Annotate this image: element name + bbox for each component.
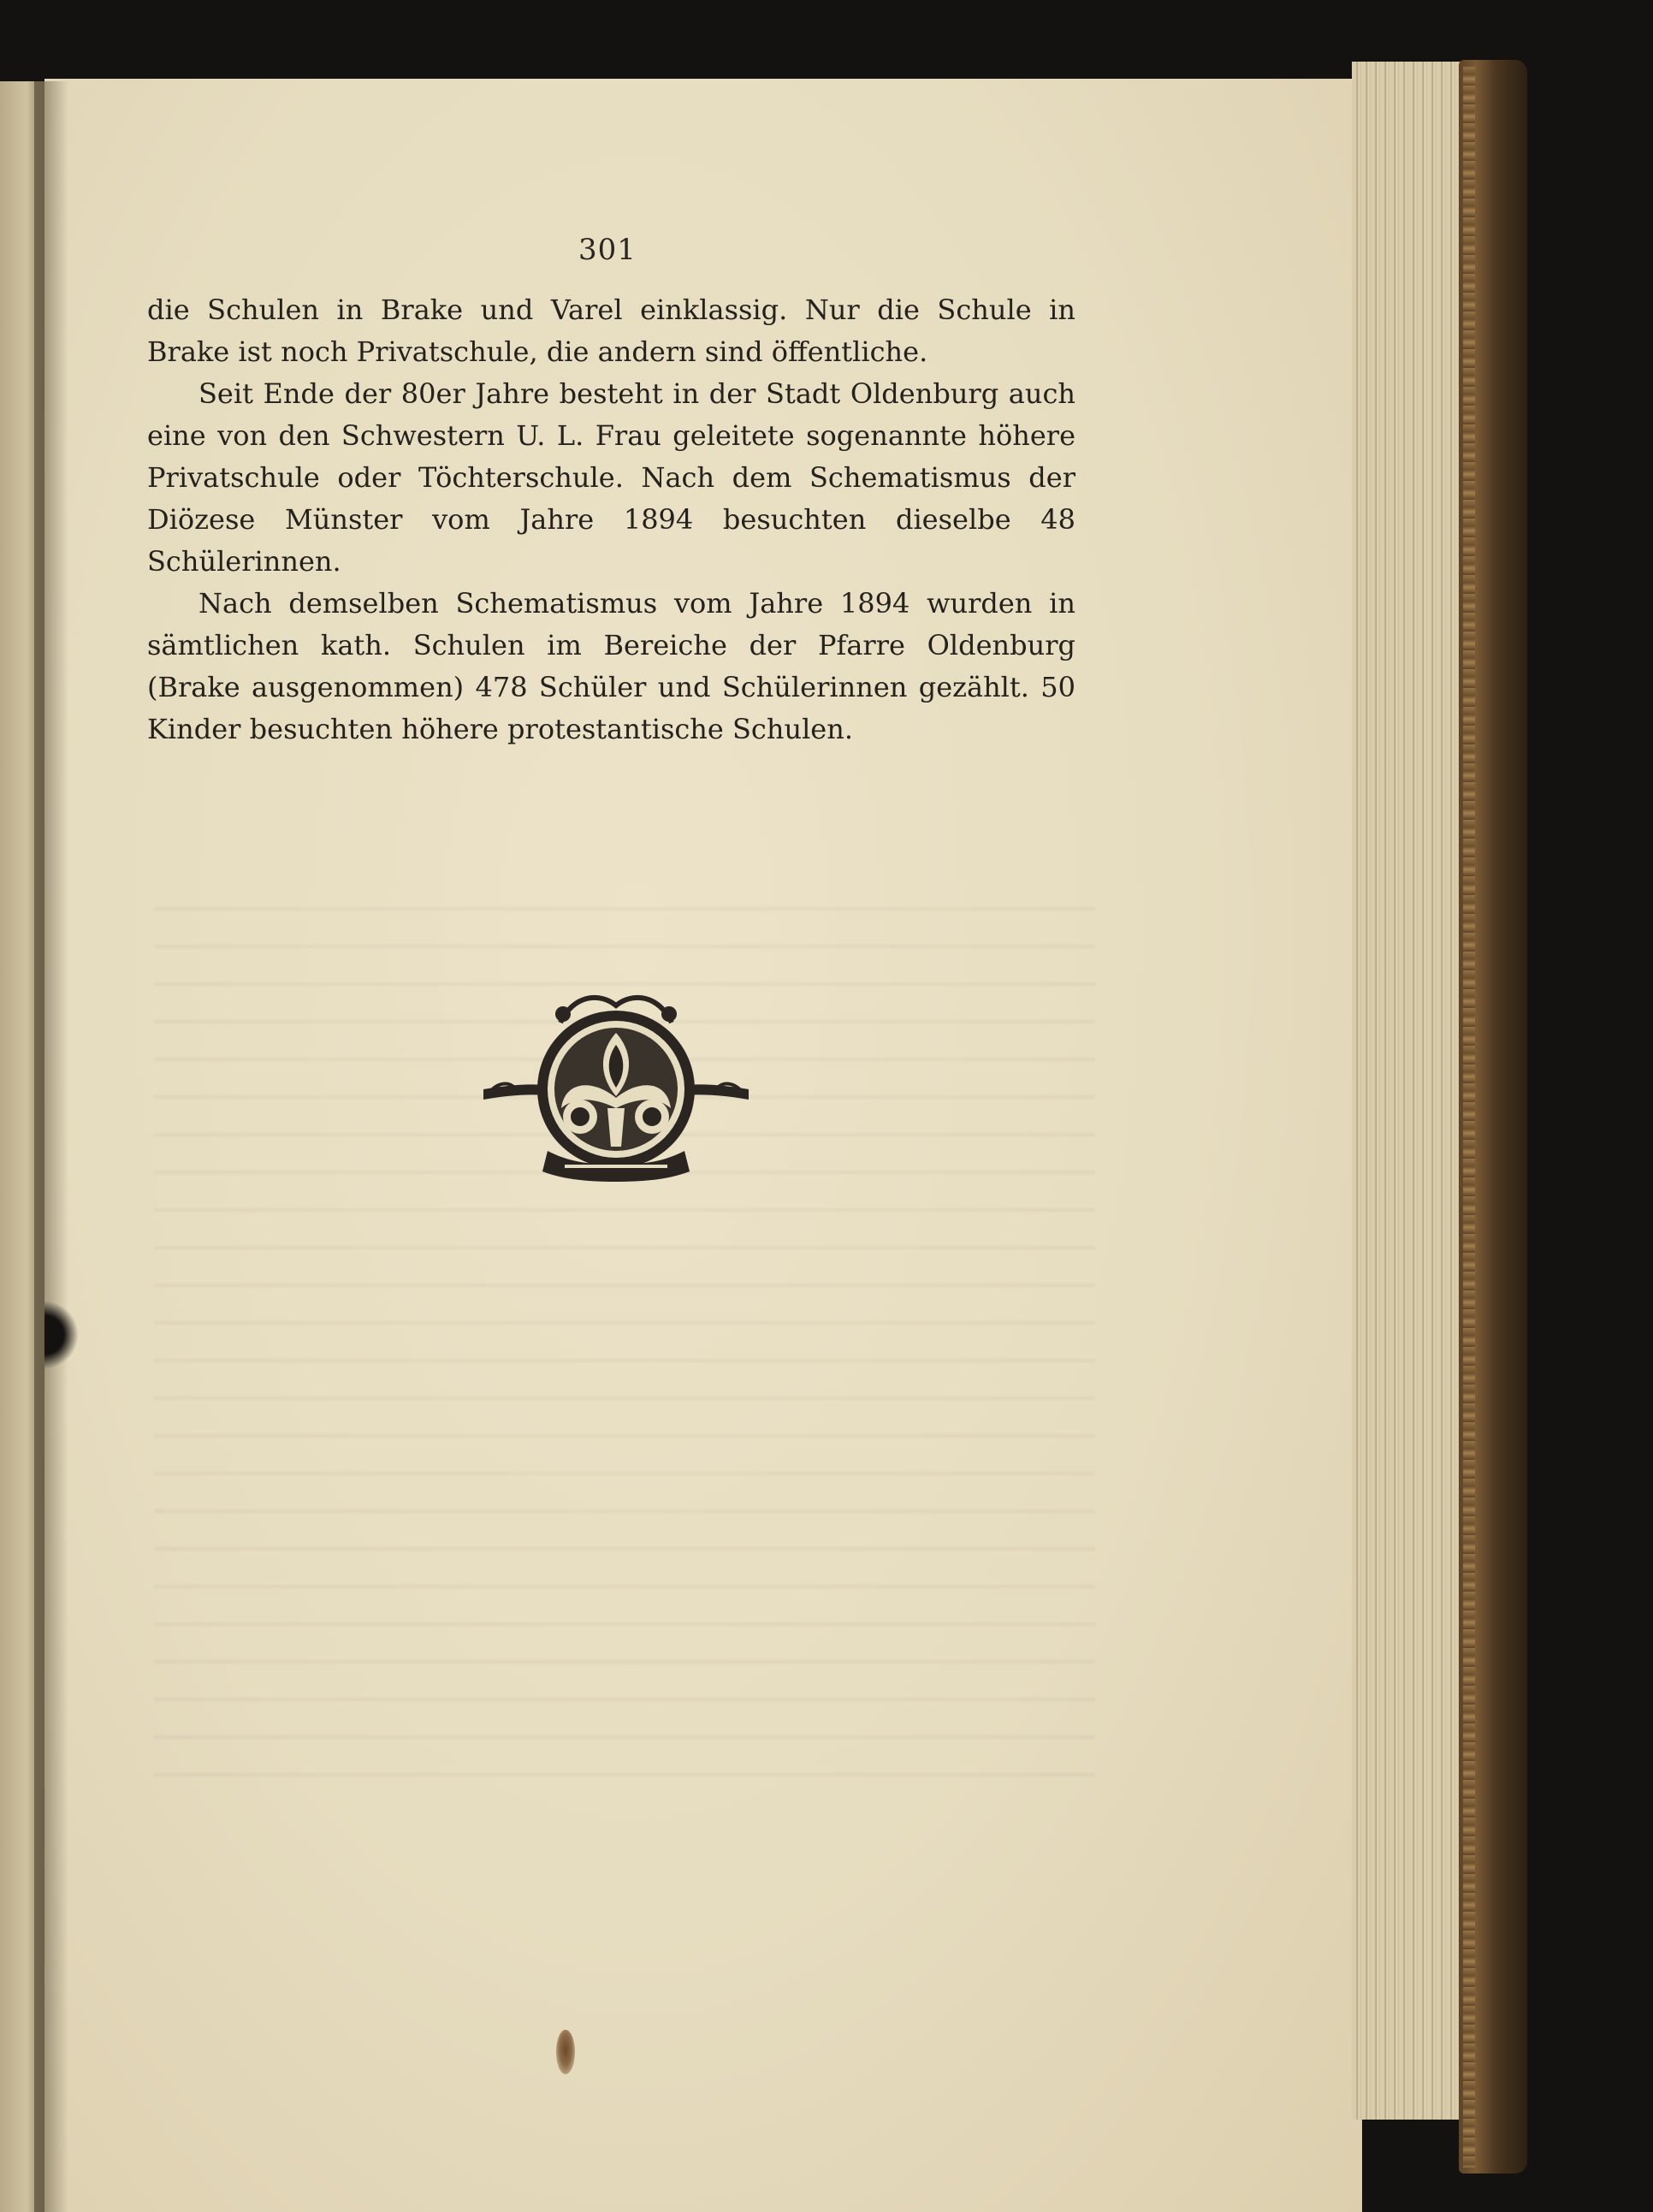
page-tear <box>44 1301 79 1369</box>
paragraph-girls-school: Seit Ende der 80er Jahre besteht in der Stadt Oldenburg auch eine von den Schwestern U. L. Frau geleitete sogenannte höhere Privatschule oder Töchterschule. Nach dem Schematismus der Diözese Münster vom Jahre 1894 besuchten dieselbe 48 Schülerinnen. <box>147 377 1075 578</box>
page-number: 301 <box>578 233 637 267</box>
page-block-edges <box>1352 62 1472 2120</box>
ink-stain <box>556 2030 575 2074</box>
body-text <box>147 289 1075 750</box>
gutter-shadow <box>34 81 68 2212</box>
cover-worn-edge <box>1463 67 1475 2168</box>
paragraph-continuation: die Schulen in Brake und Varel einklassig. Nur die Schule in Brake ist noch Privatschule, die andern sind öffentliche. <box>147 294 1075 368</box>
floral-vignette-icon <box>479 988 753 1185</box>
paragraph-school-statistics: Nach demselben Schematismus vom Jahre 1894 wurden in sämtlichen kath. Schulen im Bereiche der Pfarre Oldenburg (Brake ausgenommen) 478 Schüler und Schülerinnen gezählt. 50 Kinder besuchten höhere protestantische Schulen. <box>147 587 1075 745</box>
